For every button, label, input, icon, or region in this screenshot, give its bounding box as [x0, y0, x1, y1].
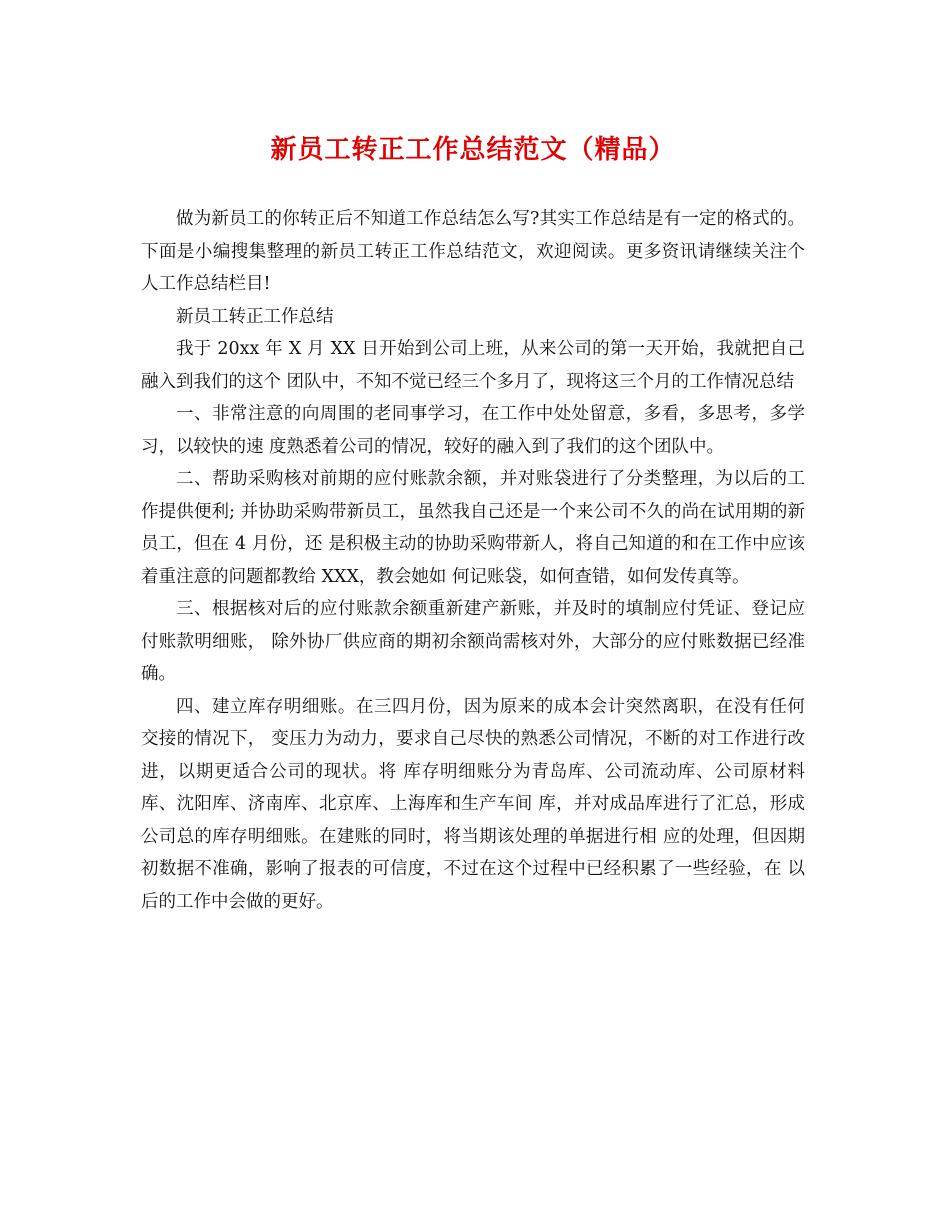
- paragraph-item-3: 三、根据核对后的应付账款余额重新建产新账，并及时的填制应付凭证、登记应付账款明细账， 除外协厂供应商的期初余额尚需核对外，大部分的应付账数据已经准确。: [141, 599, 805, 684]
- paragraph-subtitle: 新员工转正工作总结: [176, 306, 334, 327]
- paragraph-intro: 做为新员工的你转正后不知道工作总结怎么写?其实工作总结是有一定的格式的。下面是小编搜集整理的新员工转正工作总结范文，欢迎阅读。更多资讯请继续关注个人工作总结栏目!: [141, 209, 805, 294]
- paragraph-item-4: 四、建立库存明细账。在三四月份，因为原来的成本会计突然离职，在没有任何交接的情况下， 变压力为动力，要求自己尽快的熟悉公司情况，不断的对工作进行改进，以期更适合公司的现状。将 库存明细账分为青岛库、公司流动库、公司原材料库、沈阳库、济南库、北京库、上海库和生产车间 库，并对成品库进行了汇总，形成公司总的库存明细账。在建账的同时，将当期该处理的单据进行相 应的处理，但因期初数据不准确，影响了报表的可信度，不过在这个过程中已经积累了一些经验，在 以后的工作中会做的更好。: [141, 696, 805, 912]
- document-title: 新员工转正工作总结范文（精品）: [270, 135, 676, 165]
- paragraph-item-1: 一、非常注意的向周围的老同事学习，在工作中处处留意，多看，多思考，多学习，以较快的速 度熟悉着公司的情况，较好的融入到了我们的这个团队中。: [141, 404, 805, 457]
- paragraph-start: 我于 20xx 年 X 月 XX 日开始到公司上班，从来公司的第一天开始，我就把自己融入到我们的这个 团队中，不知不觉已经三个多月了，现将这三个月的工作情况总结: [141, 339, 805, 392]
- document-body: [141, 203, 805, 918]
- paragraph-item-2: 二、帮助采购核对前期的应付账款余额，并对账袋进行了分类整理，为以后的工作提供便利; 并协助采购带新员工，虽然我自己还是一个来公司不久的尚在试用期的新员工，但在 4 月份，还 是积极主动的协助采购带新人，将自己知道的和在工作中应该着重注意的问题都教给 XXX，教会她如 何记账袋，如何查错，如何发传真等。: [141, 469, 805, 587]
